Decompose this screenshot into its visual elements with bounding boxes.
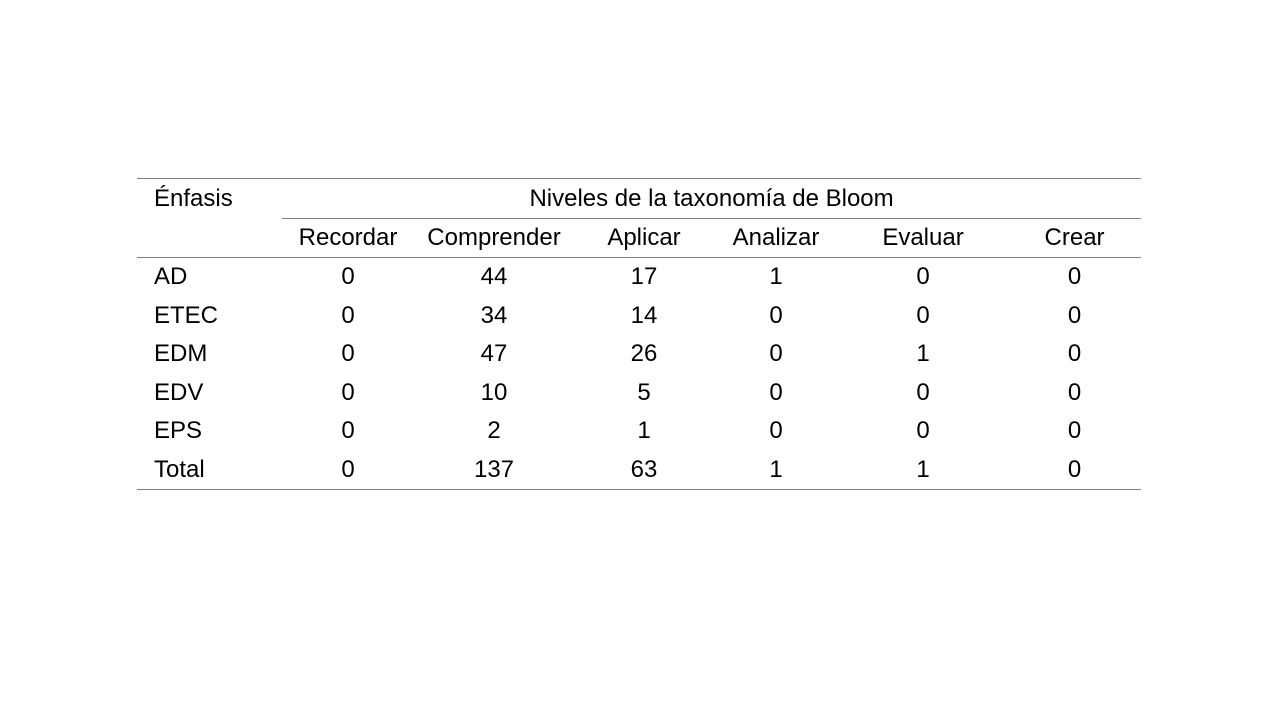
table-cell: 0	[1067, 340, 1082, 368]
table-cell: 0	[769, 340, 783, 368]
table-cell: 14	[630, 301, 658, 329]
table-cell: 0	[769, 378, 783, 406]
row-label: AD	[154, 263, 188, 291]
table-cell: 44	[480, 263, 508, 291]
table-cell: 137	[414, 451, 574, 490]
table-cell: 1	[838, 451, 1008, 490]
row-label: EDV	[154, 378, 204, 406]
table-cell: 10	[480, 378, 508, 406]
row-label: EDM	[154, 340, 208, 368]
table-cell: 0	[282, 451, 414, 490]
column-header-comprender: Comprender	[414, 219, 574, 258]
table-row	[137, 297, 1141, 336]
table-row	[137, 412, 1141, 451]
column-header-evaluar: Evaluar	[838, 219, 1008, 258]
column-header-aplicar: Aplicar	[574, 219, 714, 258]
table-cell: 2	[487, 417, 501, 445]
table-cell: 0	[1067, 263, 1082, 291]
table-cell: 0	[1067, 301, 1082, 329]
bloom-taxonomy-table	[137, 178, 1141, 490]
table-cell: 47	[480, 340, 508, 368]
table-cell: 0	[769, 417, 783, 445]
table-cell: 63	[574, 451, 714, 490]
table-cell: 0	[1067, 378, 1082, 406]
table-cell: 1	[769, 263, 783, 291]
table-cell: 0	[341, 378, 355, 406]
table-row-total	[137, 451, 1141, 490]
table-cell: 34	[480, 301, 508, 329]
stub-header-empty	[137, 219, 282, 258]
table-cell: 26	[630, 340, 658, 368]
table-cell: 0	[916, 378, 930, 406]
table-cell: 0	[916, 263, 930, 291]
column-header-crear: Crear	[1008, 219, 1141, 258]
table-cell: 1	[916, 340, 930, 368]
table-cell: 1	[637, 417, 651, 445]
table-row	[137, 335, 1141, 374]
table-cell: 0	[1008, 451, 1141, 490]
table-cell: 0	[769, 301, 783, 329]
column-header-recordar: Recordar	[282, 219, 414, 258]
table-cell: 5	[637, 378, 651, 406]
row-label: Total	[137, 451, 282, 490]
table-cell: 0	[916, 417, 930, 445]
table-cell: 0	[341, 417, 355, 445]
table-cell: 0	[341, 340, 355, 368]
table-row	[137, 258, 1141, 297]
table-cell: 1	[714, 451, 838, 490]
table-cell: 0	[341, 263, 355, 291]
bloom-taxonomy-table-container	[137, 178, 1141, 490]
column-header-analizar: Analizar	[714, 219, 838, 258]
table-row	[137, 374, 1141, 413]
table-cell: 0	[916, 301, 930, 329]
row-label: EPS	[154, 417, 203, 445]
group-header: Niveles de la taxonomía de Bloom	[282, 179, 1141, 219]
table-cell: 0	[341, 301, 355, 329]
row-label: ETEC	[154, 301, 219, 329]
table-cell: 17	[630, 263, 658, 291]
table-cell: 0	[1067, 417, 1082, 445]
stub-header: Énfasis	[137, 179, 282, 219]
